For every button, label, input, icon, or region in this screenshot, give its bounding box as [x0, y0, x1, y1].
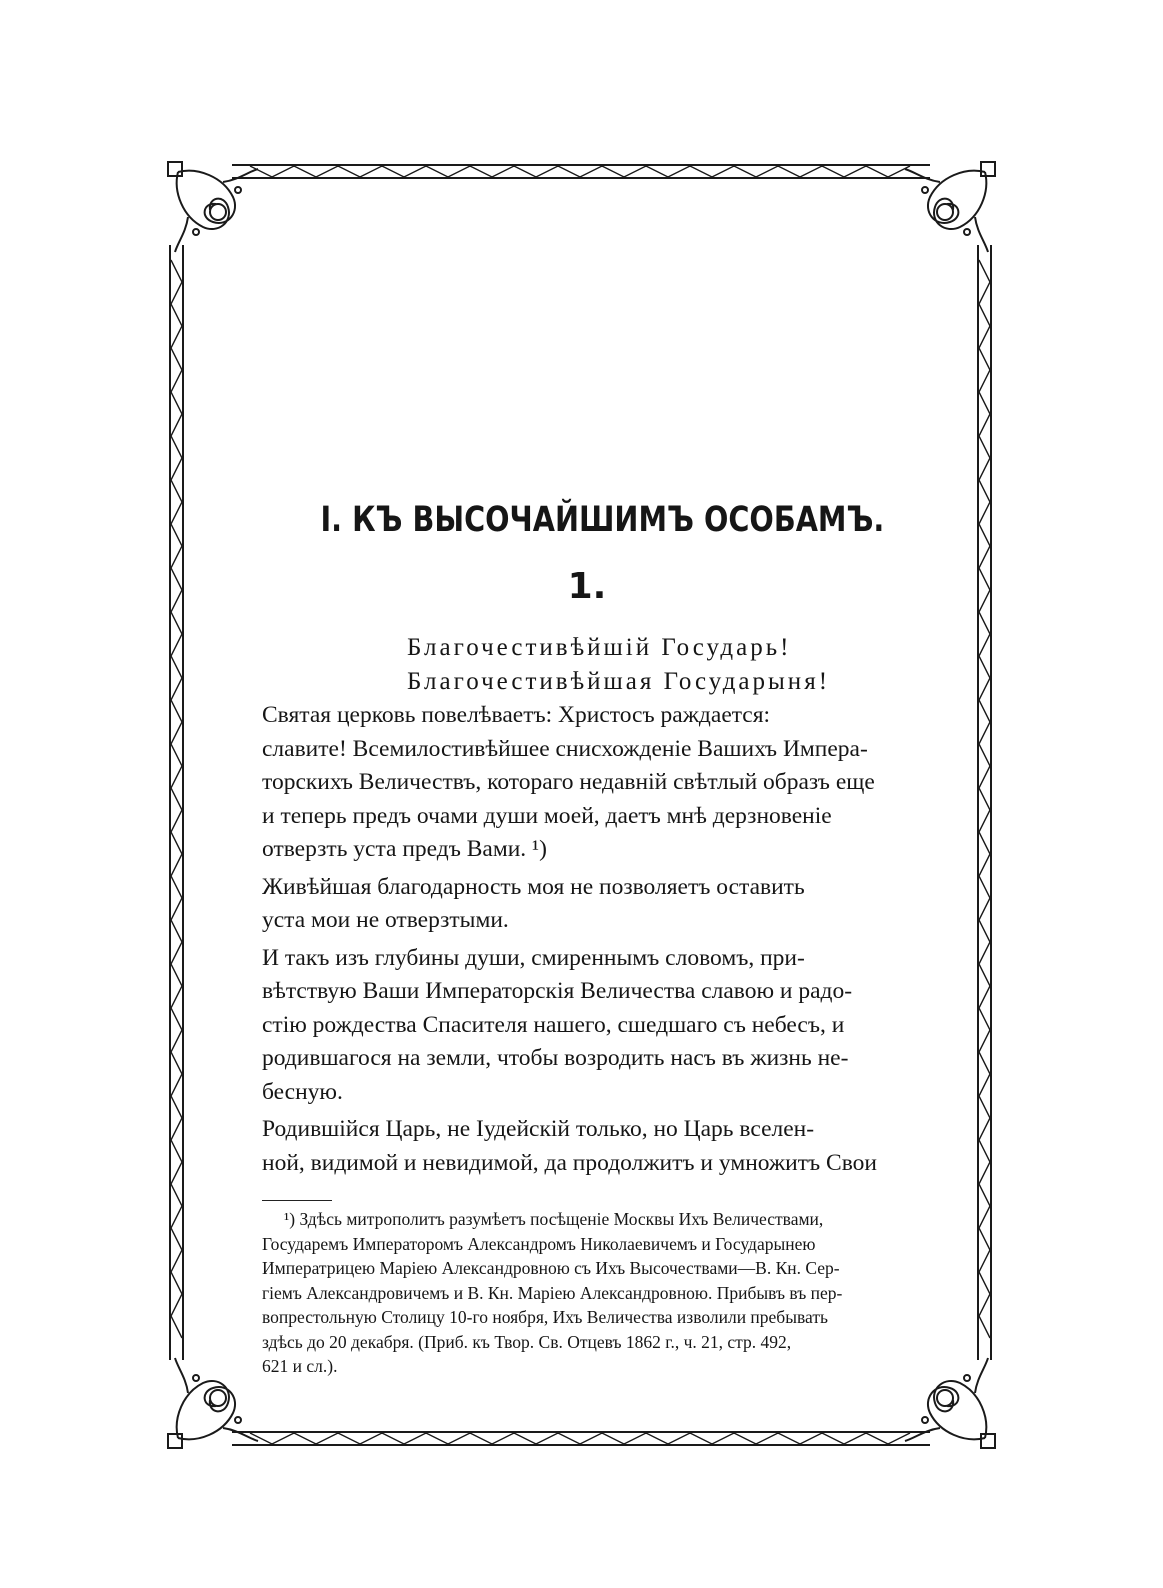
- text-line: стію рождества Спасителя нашего, сшедшаго съ небесъ, и: [262, 1011, 845, 1038]
- text-line: торскихъ Величествъ, котораго недавній свѣтлый образъ еще: [262, 769, 875, 795]
- paragraph-3: [262, 942, 912, 1110]
- text-line: и теперь предъ очами души моей, даетъ мнѣ дерзновеніе: [262, 802, 832, 829]
- text-line: И такъ изъ глубины души, смиреннымъ словомъ, при-: [262, 944, 805, 971]
- footnote-line: 621 и сл.).: [262, 1356, 338, 1376]
- letter-number: 1.: [567, 566, 607, 607]
- footnote-line: Государемъ Императоромъ Александромъ Николаевичемъ и Государынею: [262, 1233, 816, 1254]
- border-chain: [250, 1433, 910, 1444]
- footnote-text: Здѣсь митрополитъ разумѣетъ посѣщеніе Москвы Ихъ Величествами,: [299, 1209, 824, 1229]
- letter-body: [262, 699, 912, 1180]
- text-line: отверзть уста предъ Вами. ¹): [262, 836, 547, 862]
- footnote-marker: ¹): [284, 1209, 296, 1229]
- section-heading: I. КЪ ВЫСОЧАЙШИМЪ ОСОБАМЪ.: [320, 500, 885, 540]
- salutation-line-1: Благочестивѣйшій Государь!: [407, 634, 792, 661]
- text-line: уста мои не отверзтыми.: [262, 907, 509, 933]
- text-line: ной, видимой и невидимой, да продолжитъ и умножитъ Свои: [262, 1149, 877, 1176]
- footnote-divider: [262, 1200, 332, 1201]
- footnote-line: Императрицею Маріею Александровною съ Ихъ Высочествами—В. Кн. Сер-: [262, 1258, 840, 1278]
- paragraph-2: [262, 871, 912, 938]
- text-line: бесную.: [262, 1078, 343, 1105]
- text-line: Родившійся Царь, не Іудейскій только, но Царь вселен-: [262, 1116, 815, 1142]
- footnote-line: здѣсь до 20 декабря. (Приб. къ Твор. Св. Отцевъ 1862 г., ч. 21, стр. 492,: [262, 1331, 792, 1352]
- footnote-line: вопрестольную Столицу 10-го ноября, Ихъ Величества изволили пребывать: [262, 1307, 828, 1327]
- text-line: родившагося на земли, чтобы возродить насъ въ жизнь не-: [262, 1045, 849, 1071]
- border-chain: [979, 260, 990, 1338]
- footnote-line: гіемъ Александровичемъ и В. Кн. Маріею Александровною. Прибывъ въ пер-: [262, 1282, 843, 1303]
- text-line: вѣтствую Ваши Императорскія Величества славою и радо-: [262, 978, 853, 1004]
- border-chain: [171, 260, 182, 1338]
- border-chain: [250, 166, 910, 177]
- footnote-line: [262, 1207, 912, 1232]
- paragraph-4: [262, 1113, 912, 1180]
- footnote: [262, 1207, 912, 1379]
- text-line: Святая церковь повелѣваетъ: Христосъ раждается:: [262, 702, 771, 728]
- salutation-line-2: Благочестивѣйшая Государыня!: [407, 668, 831, 695]
- text-line: Живѣйшая благодарность моя не позволяетъ оставить: [262, 873, 805, 900]
- page-content: [262, 500, 912, 1379]
- text-line: славите! Всемилостивѣйшее снисхожденіе Вашихъ Импера-: [262, 735, 868, 762]
- paragraph-1: [262, 699, 912, 867]
